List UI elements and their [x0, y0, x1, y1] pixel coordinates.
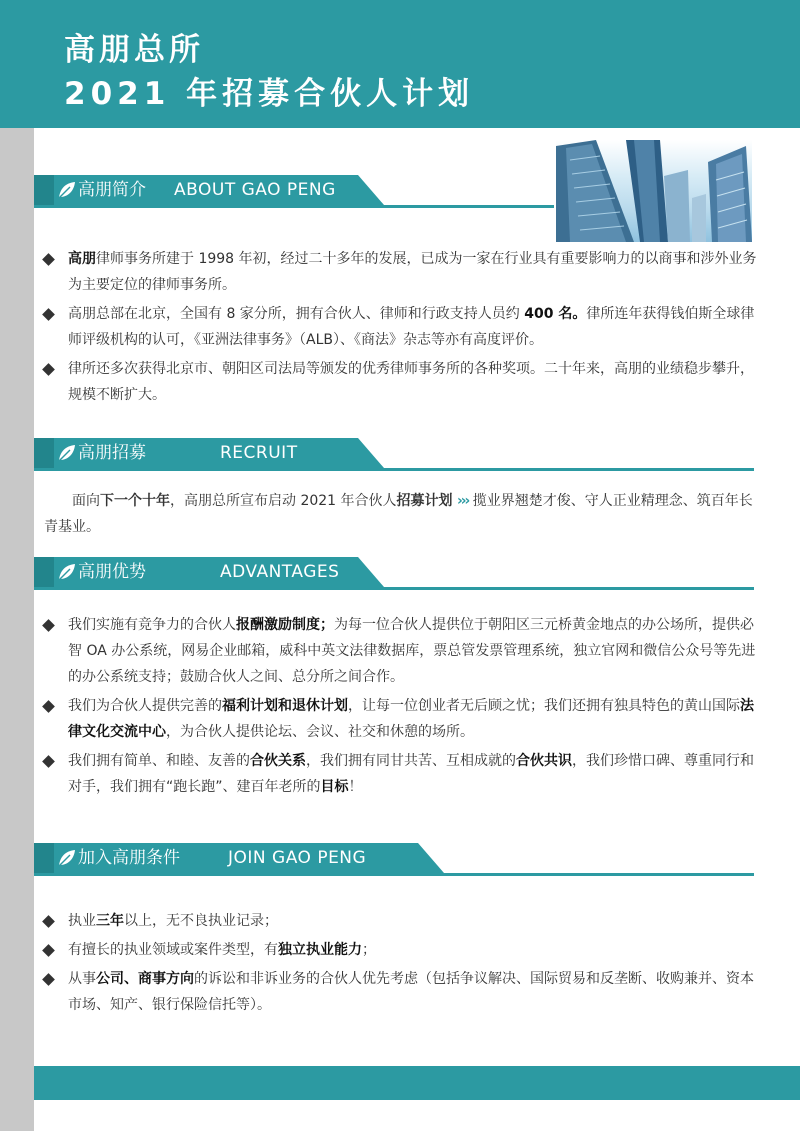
item-text: 律师事务所建于 1998 年初，经过二十多年的发展，已成为一家在行业具有重要影响力的以商事和涉外业务为主要定位的律师事务所。: [68, 251, 757, 293]
list-item: [40, 693, 760, 745]
title-line-2: 2021 年招募合伙人计划: [64, 76, 475, 112]
item-text: 有擅长的执业领域或案件类型，有: [68, 942, 278, 958]
diamond-bullet: [42, 973, 55, 986]
list-item: [40, 937, 760, 963]
bold-text: 合伙共识: [516, 753, 572, 769]
bold-text: 下一个十年: [100, 493, 170, 509]
section-tab-bar: [34, 843, 54, 873]
diamond-bullet: [42, 755, 55, 768]
section-title-en: JOIN GAO PENG: [228, 848, 367, 868]
list-item: [40, 908, 760, 934]
item-text: ，我们珍惜口碑、尊重同行和对手，我们拥有“跑长跑”、建百年老所的: [68, 753, 754, 795]
bold-text: 独立执业能力: [278, 942, 362, 958]
list-item: [40, 356, 760, 408]
section-header-advantages: [34, 557, 754, 597]
item-text: ！: [348, 779, 363, 795]
item-text: 为每一位合伙人提供位于朝阳区三元桥黄金地点的办公场所，提供必智 OA 办公系统，网易企业邮箱，威科中英文法律数据库，票总管发票管理系统，独立官网和微信公众号等先进的办公系统支持；鼓励合伙人之间、总分所之间合作。: [68, 617, 756, 685]
bold-text: 公司、商事方向: [96, 971, 194, 987]
leaf-icon: [56, 847, 78, 869]
leaf-icon: [56, 442, 78, 464]
section-title-cn: 高朋招募: [78, 443, 146, 463]
bold-text: 报酬激励制度；: [236, 617, 334, 633]
item-text: 执业: [68, 913, 96, 929]
item-text: 从事: [68, 971, 96, 987]
advantages-list: [40, 612, 760, 803]
item-text: 我们实施有竞争力的合伙人: [68, 617, 236, 633]
leaf-icon: [56, 561, 78, 583]
leaf-icon: [56, 179, 78, 201]
page-title: [64, 28, 474, 116]
item-text: 以上，无不良执业记录；: [124, 913, 278, 929]
section-tab-bar: [34, 438, 54, 468]
join-list: [40, 908, 760, 1021]
item-text: 高朋总部在北京，全国有 8 家分所，拥有合伙人、律师和行政支持人员约: [68, 306, 525, 322]
diamond-bullet: [42, 253, 55, 266]
diamond-bullet: [42, 700, 55, 713]
bold-text: 高朋: [68, 251, 96, 267]
diamond-bullet: [42, 944, 55, 957]
section-header-join: [34, 843, 754, 883]
triple-chevron-icon: ›››: [456, 493, 469, 509]
list-item: [40, 301, 760, 353]
section-title-en: ABOUT GAO PENG: [174, 180, 336, 200]
diamond-bullet: [42, 308, 55, 321]
section-title-cn: 高朋简介: [78, 180, 146, 200]
item-text: 律所连年获得钱伯斯全球律师评级机构的认可，《亚洲法律事务》（ALB）、《商法》杂志等亦有高度评价。: [68, 306, 755, 348]
section-header-about: [34, 175, 754, 215]
section-rule: [34, 205, 554, 208]
bold-text: 400 名。: [524, 306, 587, 322]
list-item: [40, 748, 760, 800]
list-item: [40, 246, 760, 298]
section-header-recruit: [34, 438, 754, 478]
item-text: ，为合伙人提供论坛、会议、社交和休憩的场所。: [166, 724, 474, 740]
title-line-1: 高朋总所: [64, 32, 204, 68]
left-side-strip: [0, 128, 34, 1131]
item-text: 律所还多次获得北京市、朝阳区司法局等颁发的优秀律师事务所的各种奖项。二十年来，高朋的业绩稳步攀升，规模不断扩大。: [68, 361, 754, 403]
diamond-bullet: [42, 619, 55, 632]
bold-text: 目标: [320, 779, 349, 795]
item-text: ，我们拥有同甘共苦、互相成就的: [306, 753, 516, 769]
section-tab-bar: [34, 557, 54, 587]
bold-text: 法律文化交流中心: [68, 698, 754, 740]
diamond-bullet: [42, 363, 55, 376]
para-text: 揽业界翘楚才俊、守人正业精理念、筑百年长青基业。: [44, 493, 753, 535]
bold-text: 三年: [96, 913, 124, 929]
section-rule: [34, 587, 754, 590]
section-title-en: RECRUIT: [220, 443, 298, 463]
para-text: ，高朋总所宣布启动 2021 年合伙人: [170, 493, 397, 509]
list-item: [40, 612, 760, 690]
about-list: [40, 246, 760, 411]
bold-text: 招募计划: [396, 493, 453, 509]
item-text: 的诉讼和非诉业务的合伙人优先考虑（包括争议解决、国际贸易和反垄断、收购兼并、资本市场、知产、银行保险信托等）。: [68, 971, 754, 1013]
section-title-cn: 加入高朋条件: [78, 848, 180, 868]
item-text: ，让每一位创业者无后顾之忧；我们还拥有独具特色的黄山国际: [348, 698, 740, 714]
bold-text: 福利计划和退休计划: [222, 698, 348, 714]
item-text: 我们为合伙人提供完善的: [68, 698, 222, 714]
section-title-en: ADVANTAGES: [220, 562, 340, 582]
section-rule: [34, 873, 754, 876]
item-text: 我们拥有简单、和睦、友善的: [68, 753, 250, 769]
section-title-cn: 高朋优势: [78, 562, 146, 582]
para-text: 面向: [72, 493, 100, 509]
diamond-bullet: [42, 915, 55, 928]
recruit-paragraph: [40, 488, 760, 540]
section-rule: [34, 468, 754, 471]
bold-text: 合伙关系: [250, 753, 306, 769]
item-text: ；: [362, 942, 376, 958]
footer-banner: [34, 1066, 800, 1100]
section-tab-bar: [34, 175, 54, 205]
list-item: [40, 966, 760, 1018]
